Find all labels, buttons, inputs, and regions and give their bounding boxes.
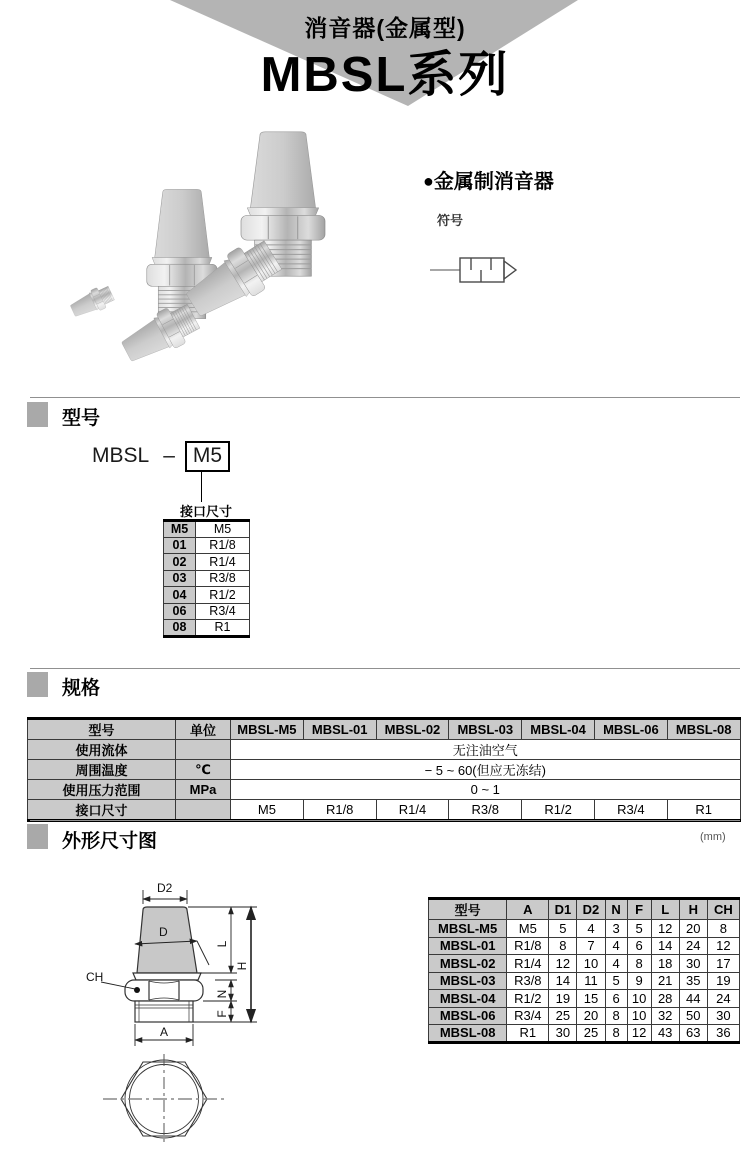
spec-header-cell: MBSL-03: [449, 719, 522, 740]
dim-value: 63: [679, 1025, 707, 1043]
port-code: 01: [164, 537, 196, 554]
page-title: MBSL系列: [260, 48, 510, 102]
model-prefix: MBSL: [92, 444, 150, 467]
dim-value: 24: [707, 990, 739, 1008]
section-title-dimensions: 外形尺寸图: [62, 831, 158, 852]
dim-value: 12: [549, 955, 577, 973]
dim-value: R3/4: [507, 1007, 549, 1025]
dim-row: [429, 955, 740, 973]
dimension-table: [428, 897, 740, 1044]
dim-header-cell: D2: [577, 899, 605, 920]
dim-value: 10: [627, 990, 651, 1008]
port-size: R1/2: [196, 587, 250, 604]
port-code: 08: [164, 620, 196, 637]
pneumatic-silencer-symbol: [428, 246, 540, 292]
dim-value: 12: [707, 937, 739, 955]
dimension-drawing: [85, 880, 405, 1149]
port-code: 02: [164, 554, 196, 571]
model-code: [92, 441, 230, 472]
dim-model: MBSL-02: [429, 955, 507, 973]
dim-value: 21: [651, 972, 679, 990]
dim-header-cell: CH: [707, 899, 739, 920]
dim-label-d2: D2: [157, 881, 173, 895]
unit-note: (mm): [700, 831, 726, 843]
port-size: M5: [196, 521, 250, 538]
dim-value: 4: [605, 955, 627, 973]
dim-value: R3/8: [507, 972, 549, 990]
dim-header-cell: N: [605, 899, 627, 920]
dim-header-cell: 型号: [429, 899, 507, 920]
dim-value: R1/2: [507, 990, 549, 1008]
port-code: 03: [164, 570, 196, 587]
dim-row: [429, 1025, 740, 1043]
section-marker: [27, 402, 48, 427]
port-size: R1: [196, 620, 250, 637]
dim-value: 10: [627, 1007, 651, 1025]
dim-label-h: H: [235, 961, 249, 971]
dim-value: 20: [577, 1007, 605, 1025]
dim-header-cell: H: [679, 899, 707, 920]
bullet-icon: ●: [423, 171, 434, 191]
model-suffix-box: M5: [185, 441, 230, 472]
dim-value: 8: [605, 1007, 627, 1025]
dim-value: 5: [605, 972, 627, 990]
dim-row: [429, 990, 740, 1008]
silencer-tiny: [68, 283, 116, 321]
dim-value: 35: [679, 972, 707, 990]
dim-value: 8: [707, 920, 739, 938]
port-row: [164, 620, 250, 637]
spec-value: R1/2: [522, 800, 595, 821]
dim-value: 20: [679, 920, 707, 938]
dim-header-row: [429, 899, 740, 920]
dim-value: 18: [651, 955, 679, 973]
ch-pointer-dot: [134, 987, 140, 993]
spec-label: 使用压力范围: [28, 780, 176, 800]
dim-value: 8: [627, 955, 651, 973]
dim-value: 7: [577, 937, 605, 955]
dim-value: 50: [679, 1007, 707, 1025]
dim-value: 30: [679, 955, 707, 973]
dim-value: 44: [679, 990, 707, 1008]
port-row: [164, 521, 250, 538]
dim-model: MBSL-08: [429, 1025, 507, 1043]
dim-value: 25: [577, 1025, 605, 1043]
dim-label-l: L: [215, 940, 229, 948]
section-rule: [30, 820, 740, 821]
spec-header-cell: MBSL-04: [522, 719, 595, 740]
spec-value: R3/8: [449, 800, 522, 821]
section-rule: [30, 397, 740, 398]
port-row: [164, 554, 250, 571]
spec-table: [27, 717, 741, 822]
port-row: [164, 603, 250, 620]
spec-value: R1/4: [376, 800, 449, 821]
drawing-flange: [133, 973, 201, 980]
dim-model: MBSL-M5: [429, 920, 507, 938]
dim-header-cell: F: [627, 899, 651, 920]
spec-value: R1/8: [303, 800, 376, 821]
spec-row: [28, 740, 741, 760]
dim-row: [429, 972, 740, 990]
dim-value: 30: [549, 1025, 577, 1043]
dim-value: R1: [507, 1025, 549, 1043]
dim-value: 32: [651, 1007, 679, 1025]
spec-label: 接口尺寸: [28, 800, 176, 821]
port-size-title: 接口尺寸: [179, 504, 232, 519]
spec-row: [28, 760, 741, 780]
spec-header-cell: 单位: [176, 719, 231, 740]
dim-value: 4: [605, 937, 627, 955]
dim-header-cell: L: [651, 899, 679, 920]
spec-unit: [176, 800, 231, 821]
dim-label-f: F: [215, 1010, 229, 1018]
section-rule: [30, 668, 740, 669]
port-code: 06: [164, 603, 196, 620]
dim-value: 30: [707, 1007, 739, 1025]
dim-value: 12: [651, 920, 679, 938]
dim-model: MBSL-03: [429, 972, 507, 990]
spec-value: R3/4: [594, 800, 667, 821]
dim-value: 8: [605, 1025, 627, 1043]
dim-row: [429, 1007, 740, 1025]
dim-value: 25: [549, 1007, 577, 1025]
port-size-table: [163, 519, 250, 638]
model-separator: –: [163, 444, 175, 467]
drawing-thread: [135, 1001, 193, 1022]
dim-value: 8: [549, 937, 577, 955]
dim-value: R1/4: [507, 955, 549, 973]
metal-silencer-heading: ●金属制消音器: [423, 171, 554, 193]
spec-header-cell: MBSL-M5: [231, 719, 304, 740]
dim-value: 17: [707, 955, 739, 973]
dim-value: 6: [627, 937, 651, 955]
spec-value: M5: [231, 800, 304, 821]
spec-unit: ℃: [176, 760, 231, 780]
product-photo: [60, 112, 405, 367]
dim-value: 14: [651, 937, 679, 955]
symbol-label: 符号: [437, 213, 464, 228]
port-size: R1/4: [196, 554, 250, 571]
dim-value: 10: [577, 955, 605, 973]
connector-line: [201, 470, 202, 502]
dim-row: [429, 937, 740, 955]
dim-label-d: D: [159, 925, 168, 939]
port-size: R3/4: [196, 603, 250, 620]
spec-row: [28, 780, 741, 800]
dim-value: R1/8: [507, 937, 549, 955]
dim-value: 19: [707, 972, 739, 990]
section-title-specs: 规格: [62, 678, 101, 699]
dim-value: 3: [605, 920, 627, 938]
spec-unit: MPa: [176, 780, 231, 800]
spec-header-row: [28, 719, 741, 740]
spec-label: 使用流体: [28, 740, 176, 760]
port-row: [164, 570, 250, 587]
spec-span-value: 0 ~ 1: [231, 780, 741, 800]
dim-model: MBSL-06: [429, 1007, 507, 1025]
spec-span-value: 无注油空气: [231, 740, 741, 760]
dim-model: MBSL-01: [429, 937, 507, 955]
dim-value: 9: [627, 972, 651, 990]
dim-value: 28: [651, 990, 679, 1008]
port-row: [164, 537, 250, 554]
port-row: [164, 587, 250, 604]
section-marker: [27, 824, 48, 849]
dim-value: 4: [577, 920, 605, 938]
port-size: R1/8: [196, 537, 250, 554]
spec-span-value: − 5 ~ 60(但应无冻结): [231, 760, 741, 780]
dim-label-n: N: [215, 989, 229, 999]
dim-value: 43: [651, 1025, 679, 1043]
spec-header-cell: MBSL-02: [376, 719, 449, 740]
dim-row: [429, 920, 740, 938]
dim-model: MBSL-04: [429, 990, 507, 1008]
section-title-model: 型号: [62, 408, 101, 429]
spec-header-cell: 型号: [28, 719, 176, 740]
spec-header-cell: MBSL-01: [303, 719, 376, 740]
spec-unit: [176, 740, 231, 760]
port-code: M5: [164, 521, 196, 538]
spec-label: 周围温度: [28, 760, 176, 780]
dim-label-ch: CH: [86, 970, 104, 984]
dim-value: 36: [707, 1025, 739, 1043]
spec-header-cell: MBSL-08: [667, 719, 740, 740]
dim-value: 6: [605, 990, 627, 1008]
dim-value: 14: [549, 972, 577, 990]
spec-header-cell: MBSL-06: [594, 719, 667, 740]
page-subtitle: 消音器(金属型): [304, 15, 466, 41]
spec-row: [28, 800, 741, 821]
spec-value: R1: [667, 800, 740, 821]
dim-header-cell: A: [507, 899, 549, 920]
dim-value: 24: [679, 937, 707, 955]
dim-value: 5: [549, 920, 577, 938]
dim-value: 19: [549, 990, 577, 1008]
dim-value: 5: [627, 920, 651, 938]
drawing-bottom-view: [103, 1054, 225, 1144]
drawing-cone: [137, 907, 197, 973]
section-marker: [27, 672, 48, 697]
port-code: 04: [164, 587, 196, 604]
dim-value: 11: [577, 972, 605, 990]
dim-value: 15: [577, 990, 605, 1008]
dim-header-cell: D1: [549, 899, 577, 920]
dim-label-a: A: [160, 1025, 169, 1039]
dim-value: 12: [627, 1025, 651, 1043]
port-size: R3/8: [196, 570, 250, 587]
dim-value: M5: [507, 920, 549, 938]
